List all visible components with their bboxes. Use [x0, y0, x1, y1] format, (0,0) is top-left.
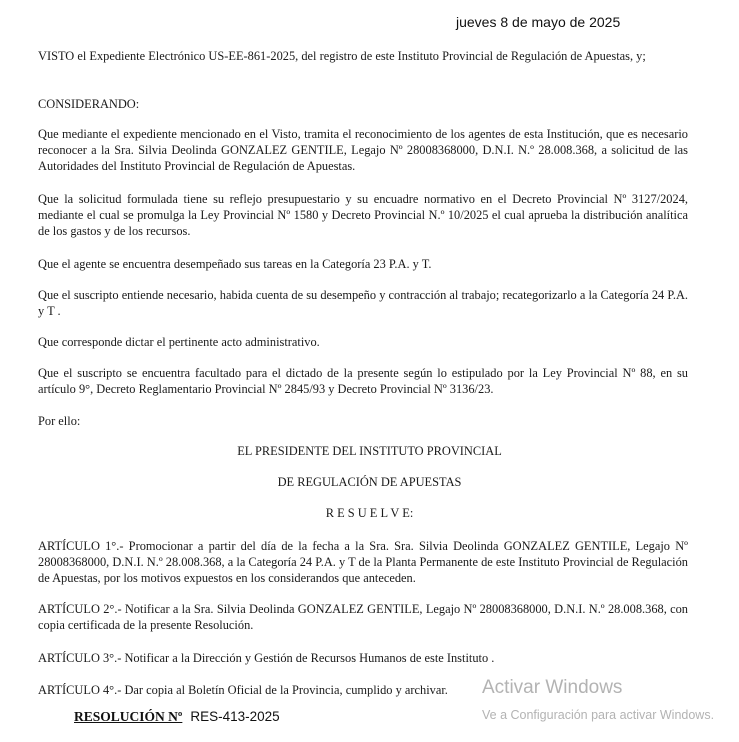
document-date: jueves 8 de mayo de 2025 — [456, 14, 621, 30]
article-2: ARTÍCULO 2°.- Notificar a la Sra. Silvia Deolinda GONZALEZ GENTILE, Legajo Nº 28008368000, D.N.I. N.º 28.008.368, con copia certificada de la presente Resolución. — [38, 602, 688, 632]
resolution-number: RES-413-2025 — [190, 709, 280, 724]
considerando-paragraph-5: Que corresponde dictar el pertinente acto administrativo. — [38, 335, 320, 349]
watermark-title: Activar Windows — [482, 677, 623, 698]
considerando-paragraph-4: Que el suscripto entiende necesario, habida cuenta de su desempeño y contracción al trabajo; recategorizarlo a la Categoría 24 P.A. y T . — [38, 288, 688, 318]
considerando-paragraph-6: Que el suscripto se encuentra facultado para el dictado de la presente según lo estipulado por la Ley Provincial Nº 88, en su artículo 9°, Decreto Reglamentario Provincial Nº 2845/93 y Decreto Provincial Nº 3136/23. — [38, 366, 688, 396]
considerando-heading: CONSIDERANDO: — [38, 97, 140, 111]
visto-paragraph: VISTO el Expediente Electrónico US-EE-861-2025, del registro de este Instituto Provincial de Regulación de Apuestas, y; — [38, 49, 646, 63]
resuelve-heading: R E S U E L V E: — [325, 506, 414, 520]
watermark-subtitle: Ve a Configuración para activar Windows. — [482, 708, 715, 722]
considerando-paragraph-3: Que el agente se encuentra desempeñado sus tareas en la Categoría 23 P.A. y T. — [38, 257, 432, 271]
considerando-paragraph-1: Que mediante el expediente mencionado en el Visto, tramita el reconocimiento de los agentes de esta Institución, que es necesario reconocer a la Sra. Silvia Deolinda GONZALEZ GENTILE, Legajo Nº 28008368000, D.N.I. N.º 28.008.368, a solicitud de las Autoridades del Instituto Provincial de Regulación de Apuestas. — [38, 127, 688, 173]
article-3: ARTÍCULO 3°.- Notificar a la Dirección y Gestión de Recursos Humanos de este Instituto . — [38, 651, 495, 665]
heading-institute-line: DE REGULACIÓN DE APUESTAS — [277, 475, 462, 489]
resolution-footer — [74, 708, 280, 726]
resolution-label: RESOLUCIÓN Nº — [74, 709, 183, 724]
por-ello-text: Por ello: — [38, 414, 81, 428]
article-1: ARTÍCULO 1°.- Promocionar a partir del día de la fecha a la Sra. Sra. Silvia Deolinda GONZALEZ GENTILE, Legajo Nº 28008368000, D.N.I. N.º 28.008.368, a la Categoría 24 P.A. y T de la Planta Permanente de este Instituto Provincial de Regulación de Apuestas, por los motivos expuestos en los considerandos que anteceden. — [38, 539, 688, 585]
article-4: ARTÍCULO 4°.- Dar copia al Boletín Oficial de la Provincia, cumplido y archivar. — [38, 683, 448, 697]
activation-watermark — [482, 677, 714, 723]
heading-president-line: EL PRESIDENTE DEL INSTITUTO PROVINCIAL — [237, 444, 502, 458]
considerando-paragraph-2: Que la solicitud formulada tiene su reflejo presupuestario y su encuadre normativo en el Decreto Provincial Nº 3127/2024, mediante el cual se promulga la Ley Provincial Nº 1580 y Decreto Provincial N.º 10/2025 el cual aprueba la distribución analítica de los gastos y de los recursos. — [38, 192, 688, 238]
